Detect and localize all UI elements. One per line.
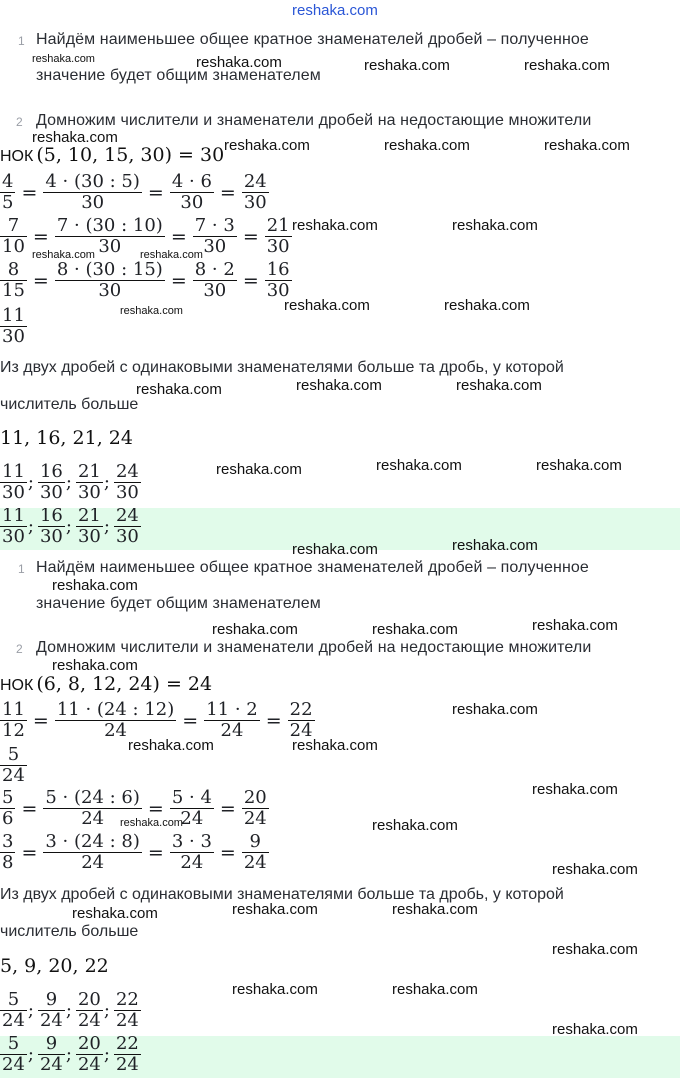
fraction: $\frac{22}{24}$ <box>115 1036 139 1076</box>
equation-row: $\frac{4}{5}$ = $\frac{4 \cdot (30 : 5)}{30}$ = $\frac{4 \cdot 6}{30}$ = $\frac{24}{30}$ <box>2 171 267 214</box>
watermark: reshaka.com <box>284 297 370 314</box>
answer-fraction-list: $\frac{5}{24}$ ; $\frac{9}{24}$ ; $\frac{20}{24}$ ; $\frac{22}{24}$ <box>2 1036 139 1076</box>
fraction-list: $\frac{11}{30}$ ; $\frac{16}{30}$ ; $\frac{21}{30}$ ; $\frac{24}{30}$ <box>2 461 139 504</box>
watermark: reshaka.com <box>72 905 158 922</box>
watermark: reshaka.com <box>364 57 450 74</box>
watermark: reshaka.com <box>296 377 382 394</box>
fraction: $\frac{11}{30}$ <box>2 461 25 504</box>
fraction-list: $\frac{5}{24}$ ; $\frac{9}{24}$ ; $\frac{20}{24}$ ; $\frac{22}{24}$ <box>2 989 139 1032</box>
watermark: reshaka.com <box>292 737 378 754</box>
watermark: reshaka.com <box>524 57 610 74</box>
fraction: $\frac{11}{12}$ <box>2 699 25 742</box>
fraction: $\frac{5 \cdot (24 : 6)}{24}$ <box>45 787 140 830</box>
step-text: Домножим числители и знаменатели дробей на недостающие множители <box>36 639 592 656</box>
watermark: reshaka.com <box>376 457 462 474</box>
watermark: reshaka.com <box>32 249 95 261</box>
watermark: reshaka.com <box>212 621 298 638</box>
watermark: reshaka.com <box>32 129 118 146</box>
fraction: $\frac{16}{30}$ <box>39 508 63 548</box>
step-number: 1 <box>18 562 25 576</box>
watermark: reshaka.com <box>196 54 282 71</box>
watermark: reshaka.com <box>392 981 478 998</box>
watermark: reshaka.com <box>232 901 318 918</box>
fraction: $\frac{9}{24}$ <box>39 989 63 1032</box>
watermark: reshaka.com <box>536 457 622 474</box>
watermark: reshaka.com <box>136 381 222 398</box>
watermark: reshaka.com <box>216 461 302 478</box>
answer-fraction-list: $\frac{11}{30}$ ; $\frac{16}{30}$ ; $\frac{21}{30}$ ; $\frac{24}{30}$ <box>2 508 139 548</box>
fraction: $\frac{24}{30}$ <box>243 171 267 214</box>
step-text: Домножим числители и знаменатели дробей на недостающие множители <box>36 112 592 129</box>
watermark: reshaka.com <box>544 137 630 154</box>
equation-row: $\frac{5}{6}$ = $\frac{5 \cdot (24 : 6)}{24}$ = $\frac{5 \cdot 4}{24}$ = $\frac{20}{24}$ <box>2 787 267 830</box>
fraction: $\frac{20}{24}$ <box>77 989 101 1032</box>
step-text: Найдём наименьшее общее кратное знаменателей дробей – полученное <box>36 559 589 576</box>
fraction: $\frac{24}{30}$ <box>115 461 139 504</box>
step-text: значение будет общим знаменателем <box>36 67 321 84</box>
fraction: $\frac{5}{24}$ <box>2 744 25 787</box>
fraction: $\frac{16}{30}$ <box>39 461 63 504</box>
fraction: $\frac{11}{30}$ <box>2 305 25 348</box>
fraction: $\frac{21}{30}$ <box>266 215 290 258</box>
step-number: 2 <box>16 642 23 656</box>
watermark: reshaka.com <box>372 817 458 834</box>
fraction: $\frac{7 \cdot (30 : 10)}{30}$ <box>56 215 163 258</box>
equation-row: $\frac{7}{10}$ = $\frac{7 \cdot (30 : 10)}{30}$ = $\frac{7 \cdot 3}{30}$ = $\frac{21}{30}$ <box>2 215 290 258</box>
fraction: $\frac{11}{30}$ <box>2 508 25 548</box>
lcm-value: (5, 10, 15, 30) = 30 <box>36 144 225 166</box>
equation-row <box>0 306 27 347</box>
watermark: reshaka.com <box>292 217 378 234</box>
watermark: reshaka.com <box>456 377 542 394</box>
lcm-expression <box>0 673 212 695</box>
fraction: $\frac{21}{30}$ <box>77 508 101 548</box>
fraction: $\frac{11 \cdot 2}{24}$ <box>206 699 258 742</box>
fraction: $\frac{4 \cdot (30 : 5)}{30}$ <box>45 171 140 214</box>
watermark: reshaka.com <box>552 1021 638 1038</box>
watermark: reshaka.com <box>120 305 183 317</box>
fraction: $\frac{21}{30}$ <box>77 461 101 504</box>
equation-row: $\frac{8}{15}$ = $\frac{8 \cdot (30 : 15)}{30}$ = $\frac{8 \cdot 2}{30}$ = $\frac{16}{30}$ <box>2 259 290 302</box>
lcm-value: (6, 8, 12, 24) = 24 <box>36 673 213 695</box>
lcm-expression <box>0 144 224 166</box>
lcm-label: НОК <box>0 148 34 165</box>
fraction: $\frac{20}{24}$ <box>77 1036 101 1076</box>
equation-row: $\frac{3}{8}$ = $\frac{3 \cdot (24 : 8)}{24}$ = $\frac{3 \cdot 3}{24}$ = $\frac{9}{24}$ <box>2 831 267 874</box>
watermark: reshaka.com <box>52 577 138 594</box>
fraction: $\frac{11 \cdot (24 : 12)}{24}$ <box>56 699 175 742</box>
fraction: $\frac{22}{24}$ <box>289 699 313 742</box>
fraction: $\frac{5}{6}$ <box>2 787 14 830</box>
watermark: reshaka.com <box>32 53 95 65</box>
fraction: $\frac{7}{10}$ <box>2 215 25 258</box>
fraction: $\frac{20}{24}$ <box>243 787 267 830</box>
step-text: Найдём наименьшее общее кратное знаменателей дробей – полученное <box>36 31 589 48</box>
watermark: reshaka.com <box>392 901 478 918</box>
fraction: $\frac{3}{8}$ <box>2 831 14 874</box>
numerator-order: 11, 16, 21, 24 <box>0 427 133 449</box>
rule-text: числитель больше <box>0 923 139 940</box>
fraction: $\frac{24}{30}$ <box>115 508 139 548</box>
fraction: $\frac{8 \cdot 2}{30}$ <box>194 259 235 302</box>
watermark: reshaka.com <box>224 137 310 154</box>
watermark: reshaka.com <box>552 861 638 878</box>
watermark: reshaka.com <box>452 701 538 718</box>
watermark: reshaka.com <box>140 249 203 261</box>
numerator-order: 5, 9, 20, 22 <box>0 955 109 977</box>
watermark: reshaka.com <box>372 621 458 638</box>
step-text: значение будет общим знаменателем <box>36 595 321 612</box>
fraction: $\frac{5}{24}$ <box>2 1036 25 1076</box>
step-number: 2 <box>16 115 23 129</box>
fraction: $\frac{7 \cdot 3}{30}$ <box>194 215 235 258</box>
fraction: $\frac{5 \cdot 4}{24}$ <box>171 787 212 830</box>
fraction: $\frac{5}{24}$ <box>2 989 25 1032</box>
equation-row <box>0 745 27 786</box>
fraction: $\frac{22}{24}$ <box>115 989 139 1032</box>
watermark: reshaka.com <box>552 941 638 958</box>
watermark: reshaka.com <box>292 541 378 558</box>
rule-text: числитель больше <box>0 396 139 413</box>
watermark: reshaka.com <box>532 781 618 798</box>
fraction: $\frac{8 \cdot (30 : 15)}{30}$ <box>56 259 163 302</box>
watermark: reshaka.com <box>452 537 538 554</box>
fraction: $\frac{4}{5}$ <box>2 171 14 214</box>
fraction: $\frac{9}{24}$ <box>243 831 267 874</box>
answer-highlight <box>0 1036 680 1078</box>
equation-row: $\frac{11}{12}$ = $\frac{11 \cdot (24 : 12)}{24}$ = $\frac{11 \cdot 2}{24}$ = $\frac{22}{24}$ <box>2 699 313 742</box>
fraction: $\frac{8}{15}$ <box>2 259 25 302</box>
fraction: $\frac{3 \cdot (24 : 8)}{24}$ <box>45 831 140 874</box>
rule-text: Из двух дробей с одинаковыми знаменателями больше та дробь, у которой <box>0 359 564 376</box>
site-header-link[interactable]: reshaka.com <box>292 2 378 19</box>
fraction: $\frac{16}{30}$ <box>266 259 290 302</box>
watermark: reshaka.com <box>120 817 183 829</box>
watermark: reshaka.com <box>128 737 214 754</box>
watermark: reshaka.com <box>384 137 470 154</box>
watermark: reshaka.com <box>52 657 138 674</box>
watermark: reshaka.com <box>452 217 538 234</box>
watermark: reshaka.com <box>232 981 318 998</box>
step-number: 1 <box>18 34 25 48</box>
rule-text: Из двух дробей с одинаковыми знаменателями больше та дробь, у которой <box>0 886 564 903</box>
fraction: $\frac{4 \cdot 6}{30}$ <box>171 171 212 214</box>
watermark: reshaka.com <box>532 617 618 634</box>
fraction: $\frac{9}{24}$ <box>39 1036 63 1076</box>
fraction: $\frac{3 \cdot 3}{24}$ <box>171 831 212 874</box>
lcm-label: НОК <box>0 677 34 694</box>
watermark: reshaka.com <box>444 297 530 314</box>
